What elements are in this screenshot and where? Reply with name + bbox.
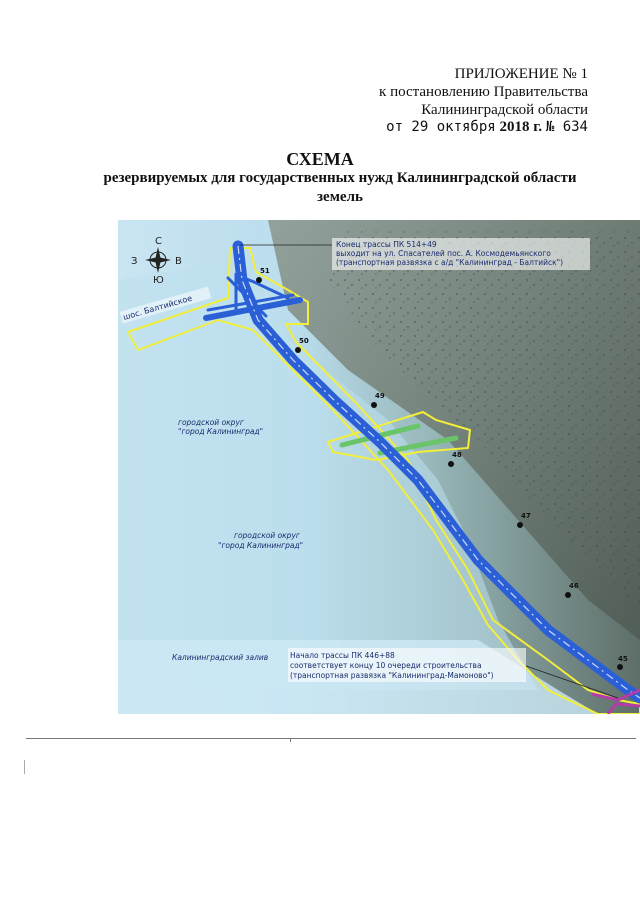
horizontal-rule [26, 738, 636, 739]
appendix-title: ПРИЛОЖЕНИЕ № 1 [454, 66, 588, 82]
start-callout-line3: (транспортная развязка "Калининград-Мамоново") [290, 671, 494, 680]
resolution-line: к постановлению Правительства [379, 84, 588, 100]
district-label-2b: "город Калининград" [218, 541, 304, 550]
district-label-1b: "город Калининград" [178, 427, 264, 436]
svg-text:48: 48 [452, 451, 462, 459]
region-line: Калининградской области [421, 102, 588, 118]
district-label-2: городской округ [234, 531, 300, 540]
district-label-1: городской округ [178, 418, 244, 427]
end-callout-line2: выходит на ул. Спасателей пос. А. Космодемьянского [336, 249, 551, 258]
end-callout-line1: Конец трассы ПК 514+49 [336, 240, 437, 249]
scheme-subtitle: резервируемых для государственных нужд Калининградской области [103, 170, 577, 186]
compass-south: Ю [153, 275, 164, 286]
svg-text:46: 46 [569, 582, 579, 590]
bay-label: Калининградский залив [172, 653, 269, 662]
compass-west: З [131, 256, 138, 267]
date-line [386, 117, 588, 137]
date-year: 2018 г. [499, 119, 543, 135]
date-prefix: от 29 октября [386, 119, 496, 135]
scan-mark [24, 760, 25, 774]
end-callout-line3: (транспортная развязка с а/д "Калининград - Балтийск") [336, 258, 564, 267]
rule-tick [290, 738, 291, 742]
svg-text:45: 45 [618, 655, 628, 663]
start-callout-line2: соответствует концу 10 очереди строительства [290, 661, 482, 670]
compass-east: В [175, 256, 182, 267]
svg-text:47: 47 [521, 512, 531, 520]
route-map [118, 220, 640, 714]
highway-label-text: шос. Балтийское [122, 293, 194, 322]
svg-text:50: 50 [299, 337, 309, 345]
svg-text:51: 51 [260, 267, 270, 275]
start-callout-line1: Начало трассы ПК 446+88 [290, 651, 395, 660]
scheme-subtitle-end: земель [317, 189, 363, 205]
compass-north: С [155, 236, 162, 247]
svg-text:49: 49 [375, 392, 385, 400]
scheme-title: СХЕМА [286, 149, 354, 169]
resolution-number: № 634 [545, 119, 588, 135]
